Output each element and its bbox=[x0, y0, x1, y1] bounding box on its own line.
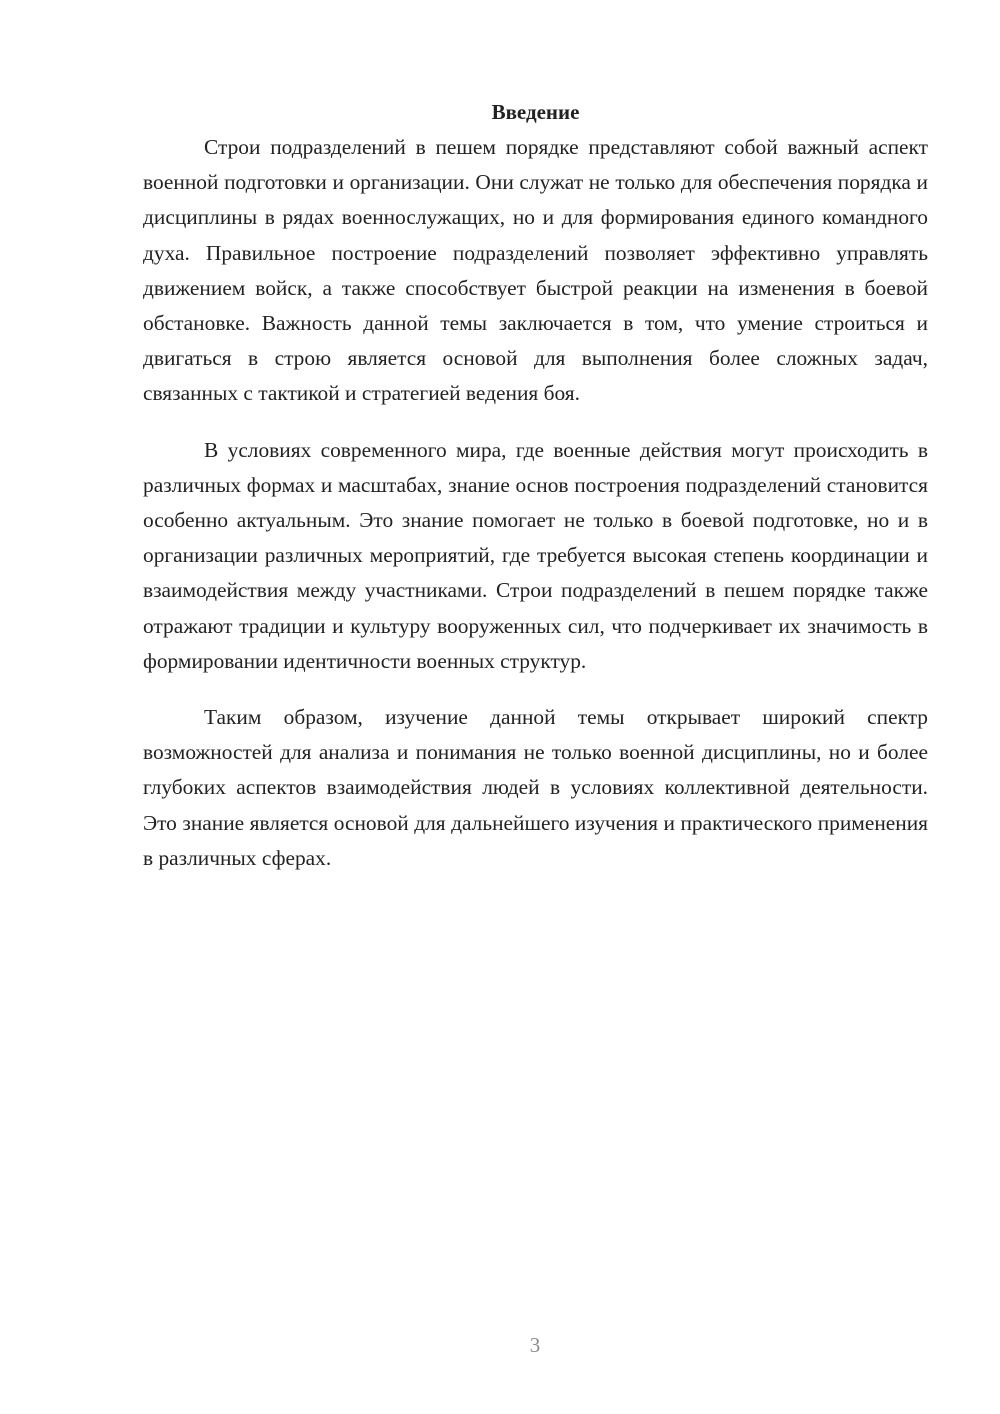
page-content bbox=[143, 96, 928, 897]
page-title: Введение bbox=[491, 100, 580, 124]
page-number: 3 bbox=[529, 1333, 541, 1357]
paragraph-3: Таким образом, изучение данной темы открывает широкий спектр возможностей для анализа и понимания не только военной дисциплины, но и более глубоких аспектов взаимодействия людей в условиях коллективной деятельности. Это знание является основой для дальнейшего изучения и практического применения в различных сферах. bbox=[143, 705, 928, 870]
paragraph-1: Строи подразделений в пешем порядке представляют собой важный аспект военной подготовки и организации. Они служат не только для обеспечения порядка и дисциплины в рядах военнослужащих, но и для формирования единого командного духа. Правильное построение подразделений позволяет эффективно управлять движением войск, а также способствует быстрой реакции на изменения в боевой обстановке. Важность данной темы заключается в том, что умение строиться и двигаться в строю является основой для выполнения более сложных задач, связанных с тактикой и стратегией ведения боя. bbox=[143, 135, 928, 406]
paragraph-2: В условиях современного мира, где военные действия могут происходить в различных формах и масштабах, знание основ построения подразделений становится особенно актуальным. Это знание помогает не только в боевой подготовке, но и в организации различных мероприятий, где требуется высокая степень координации и взаимодействия между участниками. Строи подразделений в пешем порядке также отражают традиции и культуру вооруженных сил, что подчеркивает их значимость в формировании идентичности военных структур. bbox=[143, 437, 928, 673]
